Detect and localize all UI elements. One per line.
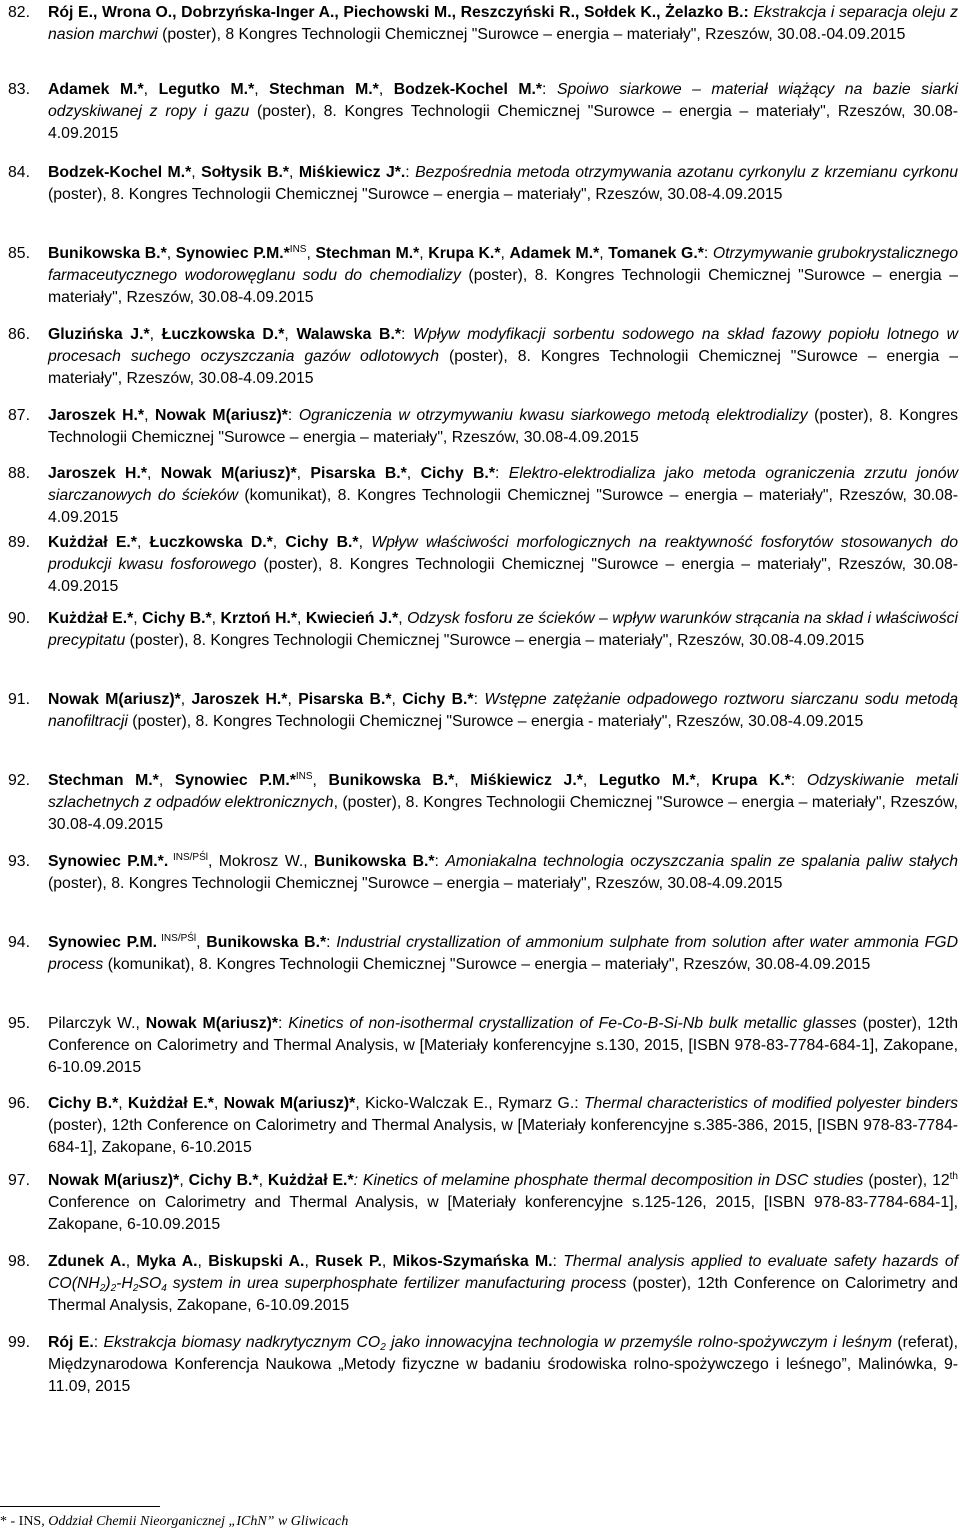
entry-segment: Spoiwo siarkowe – materiał wiążący na bazie siarki odzyskiwanej z ropy i gazu [48, 81, 959, 120]
entry-segment: : [743, 4, 754, 21]
entry-segment: SO [138, 1275, 162, 1292]
entry-segment: : [287, 407, 299, 424]
entry-segment: Kwiecień J.* [305, 610, 399, 627]
entry-text [48, 689, 958, 733]
bibliography-entry [0, 2, 960, 46]
bibliography-entry [0, 608, 960, 652]
entry-segment: (poster), 8. Kongres Technologii Chemicznej "Surowce – energia – materiały", Rzeszów, 30.08-4.09.2015 [48, 103, 958, 142]
entry-segment: 2 [110, 1283, 117, 1294]
entry-segment: (referat), Międzynarodowa Konferencja Naukowa „Metody fizyczne w badaniu środowiska rolno-spożywczego i leśnego”, Malinówka, 9-11.09, 2015 [48, 1334, 958, 1395]
entry-text [48, 532, 958, 598]
entry-text [48, 243, 958, 309]
entry-segment: Bodzek-Kochel M.* [48, 164, 192, 181]
entry-segment: Otrzymywanie grubokrystalicznego farmaceutycznego wodorowęglanu sodu do chemodializy [48, 245, 959, 284]
entry-segment: , [211, 610, 221, 627]
bibliography-entry [0, 1093, 960, 1159]
entry-segment: , [406, 465, 421, 482]
entry-text [48, 1251, 958, 1317]
entry-segment: Nowak M(ariusz)* [48, 1172, 180, 1189]
entry-segment: : [542, 81, 557, 98]
entry-segment: Walawska B.* [296, 326, 401, 343]
entry-number: 91. [8, 691, 30, 708]
entry-segment: , [296, 465, 311, 482]
entry-segment: Rusek P. [315, 1253, 382, 1270]
entry-segment: Ekstrakcja biomasy nadkrytycznym CO [103, 1334, 381, 1351]
entry-segment: Krupa K.* [711, 772, 791, 789]
entry-number: 88. [8, 465, 30, 482]
bibliography-entry [0, 79, 960, 145]
bibliography-entry [0, 324, 960, 390]
entry-segment: , [179, 1172, 189, 1189]
entry-segment: , [284, 326, 297, 343]
entry-number: 83. [8, 81, 30, 98]
entry-text [48, 851, 958, 895]
entry-segment: Bunikowska B.* [314, 853, 435, 870]
bibliography-entry [0, 689, 960, 733]
entry-segment: , [133, 610, 143, 627]
bibliography-entry [0, 243, 960, 309]
entry-segment: Bunikowska B.* [206, 934, 327, 951]
entry-segment: , (poster), 8. Kongres Technologii Chemicznej "Surowce – energia – materiały", Rzeszów, 30.08-4.09.2015 [48, 794, 958, 833]
entry-segment: : [703, 245, 713, 262]
entry-segment: , [196, 934, 207, 951]
entry-segment: (poster), 12 [863, 1172, 950, 1189]
entry-text [48, 2, 958, 46]
entry-segment: , [197, 1253, 209, 1270]
entry-segment: Gluzińska J.* [48, 326, 150, 343]
entry-segment: Bezpośrednia metoda otrzymywania azotanu cyrkonylu z krzemianu cyrkonu [415, 164, 959, 181]
entry-segment: Adamek M.* [48, 81, 144, 98]
entry-segment: ) [105, 1275, 111, 1292]
entry-number: 82. [8, 4, 30, 21]
entry-segment: : [434, 853, 446, 870]
entry-text [48, 79, 958, 145]
entry-segment: Miśkiewicz J*. [298, 164, 406, 181]
entry-segment: (komunikat), 8. Kongres Technologii Chemicznej "Surowce – energia – materiały", Rzeszów, 30.08-4.09.2015 [48, 487, 958, 526]
entry-segment: Nowak M(ariusz)* [155, 407, 288, 424]
entry-segment: Jaroszek H.* [48, 407, 145, 424]
entry-segment: : [400, 326, 414, 343]
entry-segment: , [419, 245, 429, 262]
entry-segment: Tomanek G.* [608, 245, 704, 262]
entry-number: 87. [8, 407, 30, 424]
bibliography-entry [0, 463, 960, 529]
entry-segment: th [949, 1171, 958, 1182]
entry-segment: , [272, 534, 286, 551]
entry-segment: : [278, 1015, 289, 1032]
entry-segment: Kużdżał E.* [267, 1172, 354, 1189]
entry-segment: INS/PŚl [168, 852, 208, 863]
entry-segment: jako innowacyjna technologia w przemyśle rolno-spożywczym i leśnym [385, 1334, 893, 1351]
entry-segment: (poster), 8. Kongres Technologii Chemicznej "Surowce – energia – materiały", Rzeszów, 30.08-4.09.2015 [48, 267, 958, 306]
entry-segment: , [180, 691, 192, 708]
entry-segment: Synowiec P.M.*. [48, 853, 169, 870]
entry-segment: Wpływ właściwości morfologicznych na reaktywność fosforytów stosowanych do produkcji kwasu fosforowego [48, 534, 959, 573]
entry-segment: Kinetics of non-isothermal crystallization of Fe-Co-B-Si-Nb bulk metallic glasses [288, 1015, 857, 1032]
entry-segment: INS [295, 771, 313, 782]
entry-segment: Mikos-Szymańska M. [392, 1253, 553, 1270]
entry-segment: Legutko M.* [158, 81, 255, 98]
entry-segment: Ograniczenia w otrzymywaniu kwasu siarkowego metodą elektrodializy [298, 407, 808, 424]
entry-text [48, 1170, 958, 1236]
entry-segment: , [258, 1172, 268, 1189]
entry-number: 92. [8, 772, 30, 789]
entry-segment: : [494, 465, 509, 482]
entry-segment: 2 [99, 1283, 106, 1294]
entry-number: 94. [8, 934, 30, 951]
bibliography-entry [0, 770, 960, 836]
entry-segment: Cichy B.* [285, 534, 359, 551]
entry-segment: Sołtysik B.* [201, 164, 290, 181]
entry-segment: Łuczkowska D.* [161, 326, 285, 343]
entry-segment: , [454, 772, 471, 789]
entry-segment: Myka A. [136, 1253, 198, 1270]
entry-segment: Legutko M.* [598, 772, 696, 789]
entry-segment: Cichy B.* [402, 691, 474, 708]
entry-segment: Bunikowska B.* [328, 772, 455, 789]
entry-segment: Rój E., Wrona O., Dobrzyńska-Inger A., Piechowski M., Reszczyński R., Sołdek K., Żelazko B. [48, 4, 744, 21]
entry-number: 96. [8, 1095, 30, 1112]
entry-segment: (komunikat), 8. Kongres Technologii Chemicznej "Surowce – energia – materiały", Rzeszów, 30.08-4.09.2015 [103, 956, 871, 973]
entry-segment: Odzysk fosforu ze ścieków – wpływ warunków strącania na skład i właściwości precypitatu [48, 610, 959, 649]
entry-segment: Pilarczyk W., [48, 1015, 146, 1032]
entry-segment: (poster), 8. Kongres Technologii Chemicznej "Surowce – energia - materiały", Rzeszów, 30.08-4.09.2015 [127, 713, 864, 730]
entry-number: 95. [8, 1015, 30, 1032]
entry-segment: , [166, 245, 176, 262]
entry-segment: , [149, 326, 162, 343]
entry-segment: , Mokrosz W., [208, 853, 315, 870]
entry-segment: , [378, 81, 394, 98]
entry-segment: Kużdżał E.* [48, 534, 137, 551]
entry-segment: Conference on Calorimetry and Thermal Analysis, w [Materiały konferencyjne s.125-126, 2015, [ISBN 978-83-7784-684-1], Zakopane, 6-10.09.2015 [48, 1194, 958, 1233]
entry-segment: Zdunek A. [48, 1253, 126, 1270]
bibliography-entry [0, 162, 960, 206]
entry-segment: , [398, 610, 408, 627]
entry-segment: : [93, 1334, 104, 1351]
entry-segment: : [790, 772, 807, 789]
entry-segment: Synowiec P.M. [48, 934, 158, 951]
entry-segment: Synowiec P.M.* [175, 245, 290, 262]
entry-segment: Kużdżał E.* [127, 1095, 214, 1112]
entry-segment: (poster), 8 Kongres Technologii Chemicznej "Surowce – energia – materiały", Rzeszów, 30.08.-04.09.2015 [157, 26, 906, 43]
bibliography-entry [0, 1332, 960, 1398]
entry-segment: , [125, 1253, 137, 1270]
entry-segment: Łuczkowska D.* [149, 534, 273, 551]
entry-segment: Adamek M.* [509, 245, 600, 262]
entry-number: 89. [8, 534, 30, 551]
footnote-divider [0, 1506, 160, 1507]
entry-number: 90. [8, 610, 30, 627]
entry-text [48, 463, 958, 529]
bibliography-entry [0, 851, 960, 895]
entry-text [48, 1332, 958, 1398]
entry-segment: , [306, 245, 316, 262]
entry-segment: Wstępne zatężanie odpadowego roztworu siarczanu sodu metodą nanofiltracji [48, 691, 959, 730]
entry-segment: Bunikowska B.* [48, 245, 167, 262]
entry-segment: (poster), 8. Kongres Technologii Chemicznej "Surowce – energia – materiały", Rzeszów, 30.08-4.09.2015 [48, 875, 783, 892]
entry-segment: , [254, 81, 270, 98]
entry-number: 85. [8, 245, 30, 262]
entry-text [48, 405, 958, 449]
entry-segment: INS/PŚl [157, 933, 197, 944]
entry-number: 98. [8, 1253, 30, 1270]
entry-segment: , [213, 1095, 224, 1112]
entry-segment: (poster), 8. Kongres Technologii Chemicznej "Surowce – energia – materiały", Rzeszów, 30.08-4.09.2015 [48, 407, 959, 446]
entry-segment: , [158, 772, 175, 789]
footnote-text: Oddział Chemii Nieorganicznej „IChN” w Gliwicach [48, 1514, 349, 1529]
entry-segment: (poster), 8. Kongres Technologii Chemicznej "Surowce – energia – materiały", Rzeszów, 30.08-4.09.2015 [48, 556, 958, 595]
entry-segment: Nowak M(ariusz)* [223, 1095, 356, 1112]
entry-segment: Biskupski A. [208, 1253, 305, 1270]
entry-segment: system in urea superphosphate fertilizer manufacturing process [166, 1275, 627, 1292]
entry-segment: (poster), 8. Kongres Technologii Chemicznej "Surowce – energia – materiały", Rzeszów, 30.08-4.09.2015 [48, 348, 958, 387]
entry-segment: Amoniakalna technologia oczyszczania spalin ze spalania paliw stałych [445, 853, 958, 870]
entry-segment: Elektro-elektrodializa jako metoda ograniczenia zrzutu jonów siarczanowych do ścieków [48, 465, 958, 504]
entry-segment: , [599, 245, 609, 262]
entry-text [48, 162, 958, 206]
entry-segment: , [287, 691, 299, 708]
entry-text [48, 608, 958, 652]
entry-segment: Miśkiewicz J.* [470, 772, 583, 789]
entry-segment: : [473, 691, 485, 708]
entry-segment: (poster), 12th Conference on Calorimetry and Thermal Analysis, Zakopane, 6-10.09.2015 [48, 1275, 958, 1314]
entry-number: 99. [8, 1334, 30, 1351]
entry-number: 97. [8, 1172, 30, 1189]
entry-segment: , [695, 772, 712, 789]
entry-segment: Cichy B.* [142, 610, 212, 627]
entry-text [48, 770, 958, 836]
entry-segment: INS [289, 244, 307, 255]
entry-segment: Stechman M.* [315, 245, 420, 262]
entry-segment: Stechman M.* [48, 772, 159, 789]
entry-segment: -H [116, 1275, 133, 1292]
entry-segment: Nowak M(ariusz)* [48, 691, 181, 708]
entry-segment: (poster), 12th Conference on Calorimetry and Thermal Analysis, w [Materiały konferencyjne s.385-386, 2015, [ISBN 978-83-7784-684-1], Zakopane, 6-10.2015 [48, 1117, 958, 1156]
entry-segment: : [552, 1253, 564, 1270]
bibliography-entry [0, 1170, 960, 1236]
entry-segment: 4 [161, 1283, 167, 1294]
entry-segment: 2 [380, 1342, 386, 1353]
entry-segment: Krupa K.* [428, 245, 501, 262]
entry-segment: Industrial crystallization of ammonium sulphate from solution after water ammonia FGD process [48, 934, 959, 973]
entry-segment: , [146, 465, 161, 482]
entry-segment: , [312, 772, 329, 789]
entry-segment: , [381, 1253, 393, 1270]
entry-segment: (poster), 8. Kongres Technologii Chemicznej "Surowce – energia – materiały", Rzeszów, 30.08-4.09.2015 [48, 186, 783, 203]
entry-segment: Jaroszek H.* [48, 465, 147, 482]
entry-segment: : Kinetics of melamine phosphate thermal decomposition in DSC studies [353, 1172, 864, 1189]
entry-segment: , [304, 1253, 316, 1270]
entry-segment: : [405, 164, 416, 181]
entry-segment: Thermal characteristics of modified polyester binders [583, 1095, 958, 1112]
entry-segment: Rój E. [48, 1334, 94, 1351]
entry-segment: Thermal analysis applied to evaluate safety hazards of CO(NH [48, 1253, 959, 1292]
entry-segment: , [118, 1095, 128, 1112]
entry-segment: , [391, 691, 403, 708]
footnote-marker: * - INS, [0, 1514, 49, 1529]
entry-segment: Odzyskiwanie metali szlachetnych z odpadów elektronicznych [48, 772, 959, 811]
entry-text [48, 932, 958, 976]
entry-segment: Nowak M(ariusz)* [160, 465, 297, 482]
entry-segment: Pisarska B.* [310, 465, 407, 482]
entry-segment: , Kicko-Walczak E., Rymarz G.: [355, 1095, 584, 1112]
entry-segment: , [358, 534, 372, 551]
entry-number: 93. [8, 853, 30, 870]
entry-segment: Bodzek-Kochel M.* [393, 81, 543, 98]
entry-number: 84. [8, 164, 30, 181]
entry-number: 86. [8, 326, 30, 343]
entry-segment: Nowak M(ariusz)* [145, 1015, 279, 1032]
entry-segment: Synowiec P.M.* [174, 772, 296, 789]
entry-segment: Krztoń H.* [220, 610, 298, 627]
entry-segment: Kużdżał E.* [48, 610, 134, 627]
bibliography-entry [0, 932, 960, 976]
entry-segment: Wpływ modyfikacji sorbentu sodowego na skład fazowy popiołu lotnego w procesach suchego oczyszczania gazów odlotowych [48, 326, 958, 365]
entry-segment: 2 [132, 1283, 139, 1294]
entry-text [48, 1093, 958, 1159]
entry-segment: Stechman M.* [269, 81, 379, 98]
entry-segment: , [500, 245, 510, 262]
entry-segment: : [326, 934, 337, 951]
bibliography-entry [0, 405, 960, 449]
entry-segment: (poster), 8. Kongres Technologii Chemicznej "Surowce – energia – materiały", Rzeszów, 30.08-4.09.2015 [125, 632, 865, 649]
footnote [0, 1513, 348, 1531]
entry-text [48, 324, 958, 390]
entry-segment: , [297, 610, 306, 627]
bibliography-entry [0, 532, 960, 598]
entry-segment: Ekstrakcja i separacja oleju z nasion marchwi [48, 4, 958, 43]
entry-segment: Jaroszek H.* [191, 691, 288, 708]
entry-segment: Cichy B.* [188, 1172, 259, 1189]
entry-segment: , [136, 534, 150, 551]
entry-segment: , [191, 164, 202, 181]
entry-segment: , [582, 772, 599, 789]
bibliography-entry [0, 1013, 960, 1079]
entry-segment: Cichy B.* [420, 465, 495, 482]
entry-segment: , [289, 164, 299, 181]
bibliography-entry [0, 1251, 960, 1317]
entry-text [48, 1013, 958, 1079]
entry-segment: , [144, 407, 155, 424]
entry-segment: Cichy B.* [48, 1095, 119, 1112]
entry-segment: (poster), 12th Conference on Calorimetry and Thermal Analysis, w [Materiały konferencyjne s.130, 2015, [ISBN 978-83-7784-684-1], Zakopane, 6-10.09.2015 [48, 1015, 958, 1076]
entry-segment: , [143, 81, 159, 98]
entry-segment: Pisarska B.* [298, 691, 392, 708]
